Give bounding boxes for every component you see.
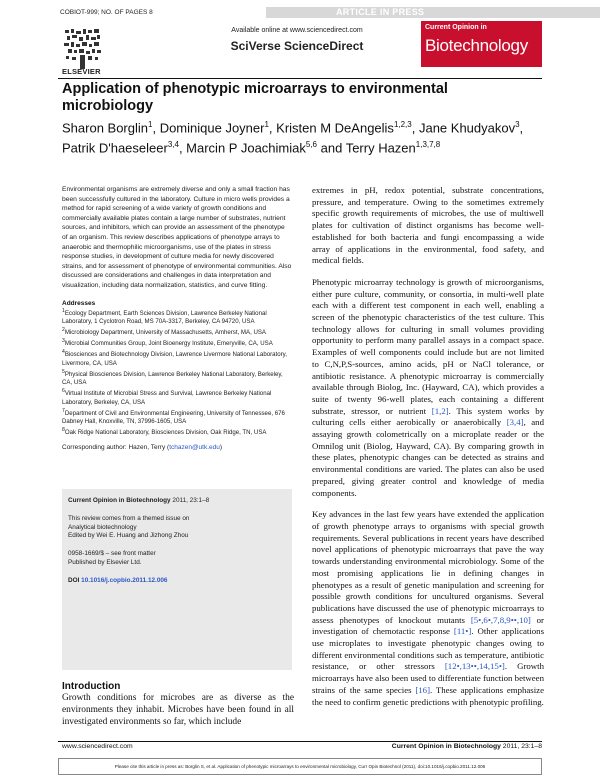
address-number: 1	[62, 307, 65, 314]
journal-name-top: Current Opinion in	[425, 24, 487, 31]
p3-text-d: . Growth microarrays have also been used to differentiate function between strains of the same species	[312, 661, 544, 695]
right-column	[312, 185, 544, 718]
address-text: Biosciences and Biotechnology Division, Lawrence Livermore National Laboratory, Livermore, CA, USA	[62, 351, 287, 367]
introduction-heading: Introduction	[62, 681, 121, 692]
author-affiliation-marker: 1,2,3	[393, 120, 412, 129]
author-affiliation-marker: 1	[148, 120, 153, 129]
infobox-journal: Current Opinion in Biotechnology	[68, 497, 171, 504]
address-item	[62, 426, 292, 437]
address-item	[62, 348, 292, 367]
article-info-box	[62, 489, 292, 670]
address-number: 3	[62, 338, 65, 345]
author-name: Patrik D'haeseleer	[62, 140, 168, 156]
address-text: Virtual Institute of Microbial Stress and Survival, Lawrence Berkeley National Laboratory, Berkeley, CA, USA	[62, 390, 272, 406]
author-separator: and	[317, 140, 346, 156]
corresponding-suffix: )	[219, 444, 223, 452]
p3-text-e: . These applications emphasize the need to confirm genetic predictions with phenotypic profiling.	[312, 684, 544, 707]
author-name: Marcin P Joachimiak	[186, 140, 306, 156]
address-item	[62, 368, 292, 387]
address-text: Physical Biosciences Division, Lawrence Berkeley National Laboratory, Berkeley, CA, USA	[62, 370, 283, 387]
author-name: Kristen M DeAngelis	[276, 120, 394, 136]
address-number: 2	[62, 326, 65, 333]
paragraph-3	[312, 509, 544, 708]
author-separator: ,	[152, 120, 160, 136]
p3-text-c: . Other applications use microplates to investigate phenotypic changes owing to different environmental conditions such as temperature, antibiotic resistance, or other stressors	[312, 626, 544, 672]
issn-line: 0958-1669/$ – see front matter	[68, 550, 156, 558]
running-header	[58, 7, 542, 18]
address-text: Ecology Department, Earth Sciences Division, Lawrence Berkeley National Laboratory, 1 Cyclotron Road, MS 70A-3317, Berkeley, CA 94720, USA	[62, 309, 267, 325]
corresponding-author	[62, 444, 292, 451]
theme-line-3: Edited by Wei E. Huang and Jizhong Zhou	[68, 532, 189, 540]
citation-link[interactable]: [5•,6•,7,8,9••,10]	[470, 614, 531, 625]
platform-name: SciVerse ScienceDirect	[230, 39, 364, 53]
author-name: Jane Khudyakov	[418, 120, 516, 136]
running-header-text: COBIOT-999; NO. OF PAGES 8	[60, 9, 153, 16]
address-text: Oak Ridge National Laboratory, Biosciences Division, Oak Ridge, TN, USA	[64, 429, 267, 437]
address-list	[62, 307, 292, 438]
p2-text-b: . This system works by culturing cells either aerobically or anaerobically	[312, 405, 544, 428]
author-name: Terry Hazen	[345, 140, 416, 156]
paragraph-1: extremes in pH, redox potential, substrate concentrations, pressure, and temperature. Owing to the sometimes extremely specific growth requirements of microbes, the use of multiwell plates for cultivation of distinct organisms has become well-established for both bacteria and fungi encompassing a wide array of applications in the environmental, food safety, and medical fields.	[312, 185, 544, 266]
citation-link[interactable]: [11•]	[453, 626, 472, 637]
abstract: Environmental organisms are extremely diverse and only a small fraction has been successfully cultured in the laboratory. Culture in micro wells provides a method for rapid screening of a wide variety of growth conditions and commercially available plates contain a large number of substrates, nutrient sources, and inhibitors, which can provide an assessment of the phenotype of an organism. This review describes applications of phenotype arrays to anaerobic and thermophilic microorganisms, use of the plates in stress response studies, in development of culture media for newly discovered strains, and for assessment of phenotype of environmental communities. Also discussed are considerations and challenges in data interpretation and visualization, including data normalization, statistics, and curve fitting.	[62, 186, 292, 289]
corresponding-email-link[interactable]: tchazen@utk.edu	[169, 444, 220, 452]
publisher-name: ELSEVIER	[62, 67, 101, 76]
author-separator: ,	[268, 120, 277, 136]
citation-link[interactable]: [12•,13••,14,15•]	[444, 661, 505, 672]
address-number: 7	[62, 407, 65, 414]
address-number: 8	[62, 427, 65, 434]
published-line: Published by Elsevier Ltd.	[68, 558, 142, 566]
address-text: Microbiology Department, University of Massachusetts, Amherst, MA, USA	[64, 329, 266, 336]
author-separator: ,	[178, 140, 187, 156]
address-item	[62, 326, 292, 337]
infobox-citation	[68, 497, 286, 506]
paragraph-2	[312, 277, 544, 499]
journal-logo-box	[421, 21, 542, 67]
doi-label: DOI	[68, 576, 80, 584]
footer-citation-rest: 2011, 23:1–8	[500, 743, 542, 750]
left-column	[62, 185, 292, 451]
citation-link[interactable]: [16]	[415, 684, 431, 695]
author-name: Dominique Joyner	[159, 120, 265, 136]
address-number: 5	[62, 368, 65, 375]
article-title: Application of phenotypic microarrays to environmental microbiology	[62, 81, 448, 114]
author-affiliation-marker: 3	[515, 120, 520, 129]
corresponding-prefix: Corresponding author: Hazen, Terry (	[62, 444, 170, 452]
address-item	[62, 407, 292, 426]
journal-name-big: Biotechnology	[425, 36, 528, 55]
available-online-line: Available online at www.sciencedirect.com	[231, 27, 363, 34]
author-affiliation-marker: 3,4	[167, 140, 179, 150]
theme-line-2: Analytical biotechnology	[68, 523, 137, 531]
citation-link[interactable]: [1,2]	[431, 405, 449, 416]
address-item	[62, 307, 292, 326]
footer-website[interactable]: www.sciencedirect.com	[62, 743, 133, 750]
introduction-text: Growth conditions for microbes are as diverse as the environments they inhabit. Microbes have been found in all investigated environments so far, which include	[62, 693, 294, 727]
author-list	[62, 116, 532, 157]
theme-line-1: This review comes from a themed issue on	[68, 514, 190, 522]
doi-line	[68, 577, 286, 586]
infobox-citation-rest: 2011, 23:1–8	[170, 497, 210, 504]
article-in-press-banner: ARTICLE IN PRESS	[266, 7, 600, 18]
address-number: 6	[62, 388, 65, 395]
address-text: Department of Civil and Environmental Engineering, University of Tennessee, 676 Dabney Hall, Knoxville, TN, 37996-1605, USA	[62, 409, 285, 425]
footer-rule	[58, 741, 542, 742]
address-item	[62, 387, 292, 406]
p3-text-b: or investigation of chemotactic response	[312, 614, 544, 637]
header-rule	[58, 78, 542, 79]
doi-link[interactable]: 10.1016/j.copbio.2011.12.006	[81, 576, 168, 584]
author-affiliation-marker: 1	[264, 120, 269, 129]
p3-text-a: Key advances in the last few years have extended the application of growth phenotype arrays to organisms with special growth requirements. Several publications in recent years have described novel applications of phenotypic microarrays that pave the way towards understanding environmental microbiology. Some of the most promising applications lie in defining changes in phenotypes as a result of genetic manipulation and screening for possible growth conditions for uncultured organisms. Several publications have discussed the use of phenotypic microarrays to assess phenotypes of knockout mutants	[312, 509, 544, 625]
p2-text-c: , and assaying growth colometrically on a microplate reader or the Omnilog unit (Biolog, Hayward, CA). By comparing growth in these plates, phenotypic changes can be detected as strains and environmental conditions are varied. The plates can also be used prepared, giving greater control and knowledge of media components.	[312, 417, 544, 498]
address-number: 4	[62, 349, 65, 356]
author-separator: ,	[411, 120, 419, 136]
address-item	[62, 337, 292, 348]
address-text: Microbial Communities Group, Joint Bioenergy Institute, Emeryville, CA, USA	[64, 340, 273, 348]
footer-citation	[370, 743, 542, 750]
footer-journal: Current Opinion in Biotechnology	[391, 743, 501, 750]
cite-this-article-bar: Please cite this article in press as: Borglin S, et al. Application of phenotypic microarrays to environmental microbiology, Curr Opin Biotechnol (2011), doi:10.1016/j.copbio.2011.12.006	[58, 758, 542, 775]
author-separator: ,	[519, 120, 524, 136]
p2-text-a: Phenotypic microarray technology is growth of microorganisms, either pure culture, community, or consortia, in multi-well plate each with a different test component in each well, enabling a screen of the phenotypic characteristics of the test culture. This technology allows for culturing in small volumes providing opportunity to perform many parallel assays in a compact space. Examples of well components could include but are not limited to C,N,P,S-sources, amino acids, pH or NaCl tolerance, or antibiotic resistance. A phenotypic microarray is commercially available through Biolog, Inc. (Hayward, CA), which provides a suite of twenty 96-well plates, each containing a different substrate, stressor, or nutrient	[312, 276, 544, 416]
author-affiliation-marker: 1,3,7,8	[415, 140, 441, 150]
author-name: Sharon Borglin	[62, 120, 148, 136]
author-affiliation-marker: 5,6	[305, 140, 317, 150]
addresses-heading: Addresses	[62, 299, 96, 307]
citation-link[interactable]: [3,4]	[506, 417, 524, 428]
